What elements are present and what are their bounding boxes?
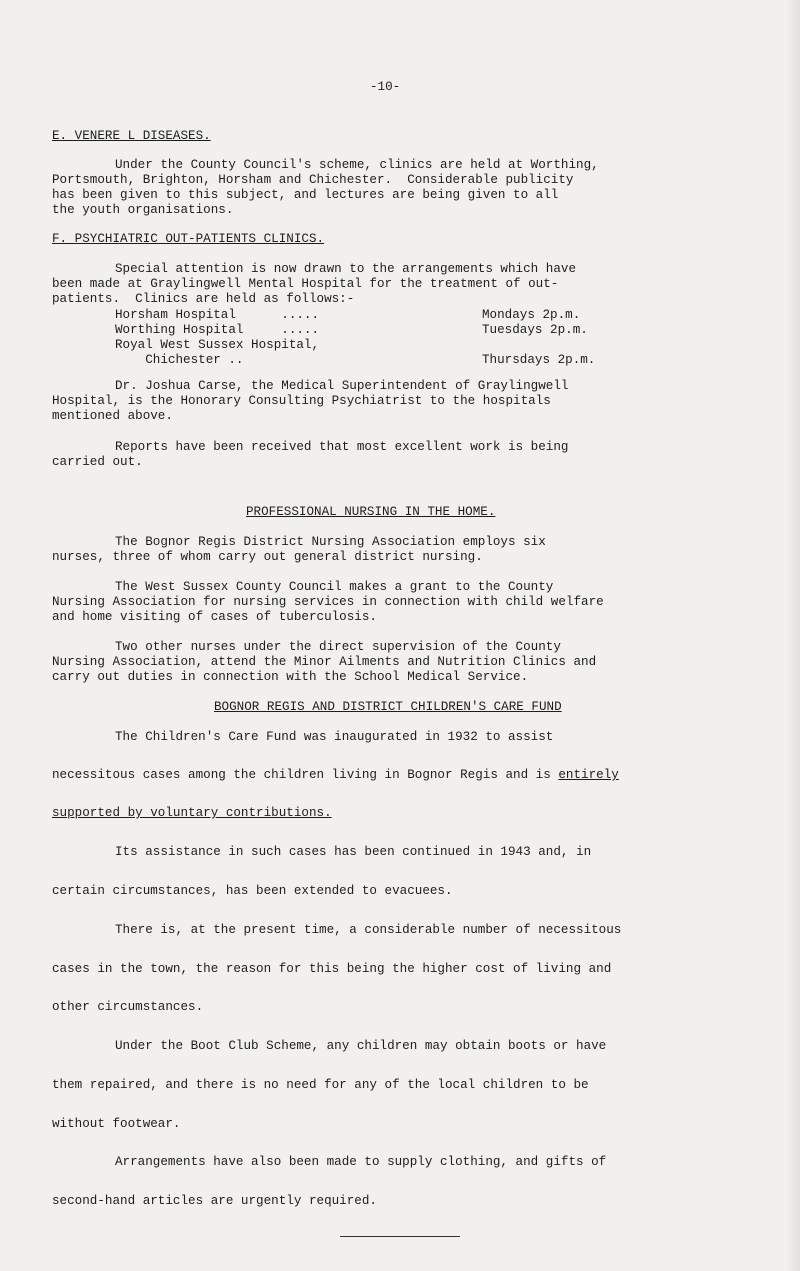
reports-line-2: carried out. xyxy=(52,455,143,469)
clinic-place-2: Worthing Hospital ..... xyxy=(115,323,320,337)
section-e-line-3: has been given to this subject, and lectures are being given to all xyxy=(52,188,559,202)
section-f-intro-2: been made at Graylingwell Mental Hospital for the treatment of out- xyxy=(52,277,559,291)
clinic-place-3: Royal West Sussex Hospital, xyxy=(115,338,320,352)
section-e-heading xyxy=(52,129,211,144)
fund-p1-line-2-text: necessitous cases among the children living in Bognor Regis and is xyxy=(52,768,559,782)
fund-entirely-underlined: entirely xyxy=(558,768,619,782)
fund-p1-line-3 xyxy=(52,806,332,821)
section-e-line-4: the youth organisations. xyxy=(52,203,234,217)
fund-p2-line-2: certain circumstances, has been extended to evacuees. xyxy=(52,884,453,898)
nursing-p3-line-3: carry out duties in connection with the School Medical Service. xyxy=(52,670,529,684)
section-f-intro-3: patients. Clinics are held as follows:- xyxy=(52,292,355,306)
section-e-heading-text: E. VENERE L DISEASES. xyxy=(52,129,211,143)
nursing-heading xyxy=(246,505,495,520)
nursing-p2-line-3: and home visiting of cases of tuberculosis. xyxy=(52,610,377,624)
clinic-time-1: Mondays 2p.m. xyxy=(482,308,581,322)
fund-p4-line-1: Under the Boot Club Scheme, any children may obtain boots or have xyxy=(115,1039,607,1053)
section-f-heading-text: F. PSYCHIATRIC OUT-PATIENTS CLINICS. xyxy=(52,232,325,246)
fund-p3-line-1: There is, at the present time, a considerable number of necessitous xyxy=(115,923,622,937)
section-e-line-2: Portsmouth, Brighton, Horsham and Chichester. Considerable publicity xyxy=(52,173,574,187)
clinic-time-4: Thursdays 2p.m. xyxy=(482,353,596,367)
nursing-p1-line-2: nurses, three of whom carry out general district nursing. xyxy=(52,550,483,564)
section-f-heading xyxy=(52,232,324,247)
page-number: -10- xyxy=(370,80,401,94)
carse-line-3: mentioned above. xyxy=(52,409,173,423)
section-e-line-1: Under the County Council's scheme, clinics are held at Worthing, xyxy=(115,158,599,172)
nursing-p2-line-1: The West Sussex County Council makes a grant to the County xyxy=(115,580,554,594)
fund-p4-line-2: them repaired, and there is no need for any of the local children to be xyxy=(52,1078,589,1092)
fund-voluntary-underlined: supported by voluntary contributions. xyxy=(52,806,332,820)
fund-heading xyxy=(214,700,562,715)
fund-p4-line-3: without footwear. xyxy=(52,1117,181,1131)
fund-p3-line-3: other circumstances. xyxy=(52,1000,204,1014)
reports-line-1: Reports have been received that most excellent work is being xyxy=(115,440,569,454)
end-rule xyxy=(340,1236,460,1237)
clinic-place-4: Chichester .. xyxy=(115,353,244,367)
fund-p3-line-2: cases in the town, the reason for this being the higher cost of living and xyxy=(52,962,612,976)
nursing-p1-line-1: The Bognor Regis District Nursing Association employs six xyxy=(115,535,546,549)
carse-line-2: Hospital, is the Honorary Consulting Psychiatrist to the hospitals xyxy=(52,394,551,408)
fund-p1-line-1: The Children's Care Fund was inaugurated in 1932 to assist xyxy=(115,730,554,744)
fund-p1-line-2 xyxy=(52,768,619,783)
clinic-time-2: Tuesdays 2p.m. xyxy=(482,323,588,337)
nursing-p3-line-1: Two other nurses under the direct supervision of the County xyxy=(115,640,561,654)
section-f-intro-1: Special attention is now drawn to the arrangements which have xyxy=(115,262,577,276)
nursing-p2-line-2: Nursing Association for nursing services in connection with child welfare xyxy=(52,595,604,609)
fund-heading-text: BOGNOR REGIS AND DISTRICT CHILDREN'S CARE FUND xyxy=(214,700,562,714)
fund-p2-line-1: Its assistance in such cases has been continued in 1943 and, in xyxy=(115,845,592,859)
fund-p5-line-2: second-hand articles are urgently required. xyxy=(52,1194,377,1208)
fund-p5-line-1: Arrangements have also been made to supply clothing, and gifts of xyxy=(115,1155,607,1169)
clinic-place-1: Horsham Hospital ..... xyxy=(115,308,320,322)
nursing-heading-text: PROFESSIONAL NURSING IN THE HOME. xyxy=(246,505,496,519)
nursing-p3-line-2: Nursing Association, attend the Minor Ailments and Nutrition Clinics and xyxy=(52,655,597,669)
page-edge-shadow xyxy=(786,0,800,1271)
carse-line-1: Dr. Joshua Carse, the Medical Superintendent of Graylingwell xyxy=(115,379,569,393)
